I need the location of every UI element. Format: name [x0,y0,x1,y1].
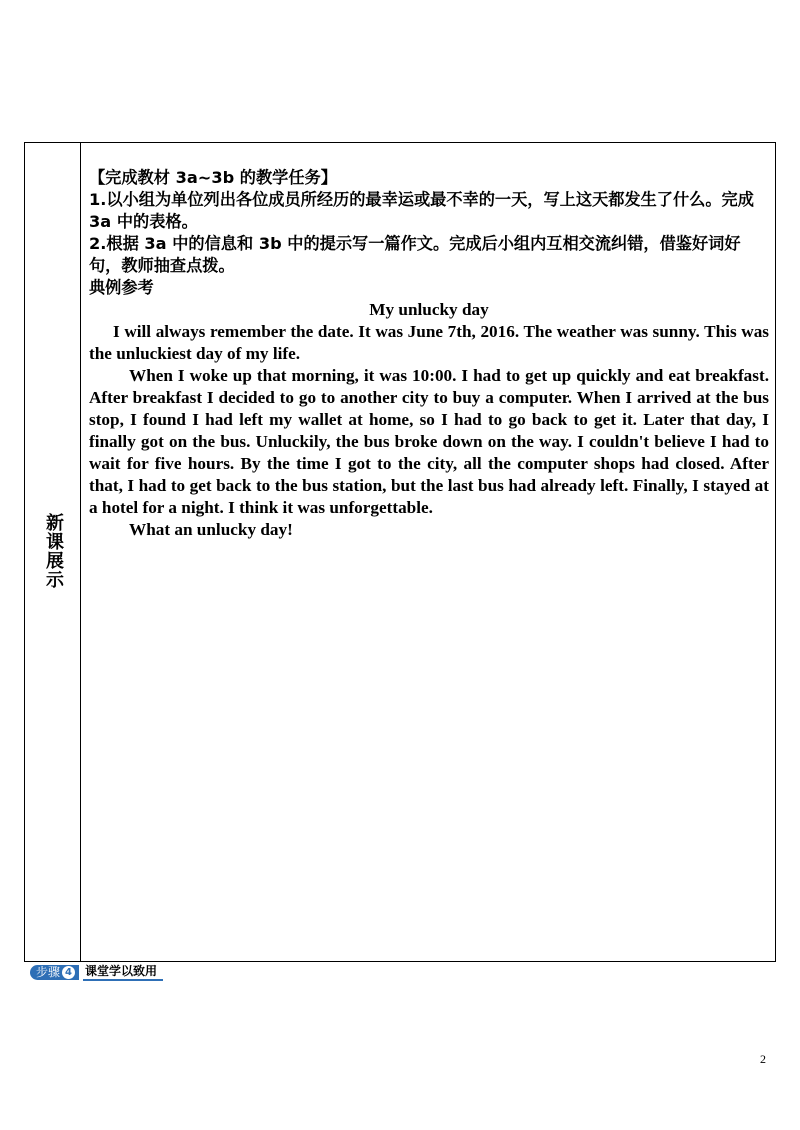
task-item-2: 2.根据 3a 中的信息和 3b 中的提示写一篇作文。完成后小组内互相交流纠错，借鉴好词好句，教师抽查点拨。 [89,234,741,275]
step-tag [30,965,79,980]
essay-title: My unlucky day [369,300,489,319]
task-item-1: 1.以小组为单位列出各位成员所经历的最幸运或最不幸的一天，写上这天都发生了什么。完成 3a 中的表格。 [89,190,754,231]
lesson-content [89,167,769,541]
task-header: 【完成教材 3a~3b 的教学任务】 [89,168,337,187]
lesson-table [24,142,776,962]
side-column [25,143,81,961]
step-number-badge: 4 [62,966,75,979]
essay-paragraph-3: What an unlucky day! [129,520,293,539]
example-label: 典例参考 [89,278,154,297]
step-tag-label: 步骤 [36,965,61,979]
step-header [30,964,163,981]
essay-paragraph-1: I will always remember the date. It was June 7th, 2016. The weather was sunny. This was the unluckiest day of my life. [89,322,769,363]
section-label: 新课展示 [43,513,64,589]
step-title: 课堂学以致用 [83,964,163,981]
page-number: 2 [760,1052,766,1066]
essay-paragraph-2: When I woke up that morning, it was 10:00. I had to get up quickly and eat breakfast. After breakfast I decided to go to another city to buy a computer. When I arrived at the bus stop, I found I had left my wallet at home, so I had to go back to get it. Later that day, I finally got on the bus. Unluckily, the bus broke down on the way. I couldn't believe I had to wait for five hours. By the time I got to the city, all the computer shops had closed. After that, I had to get back to the bus station, but the last bus had already left. Finally, I stayed at a hotel for a night. I think it was unforgettable. [89,366,769,517]
